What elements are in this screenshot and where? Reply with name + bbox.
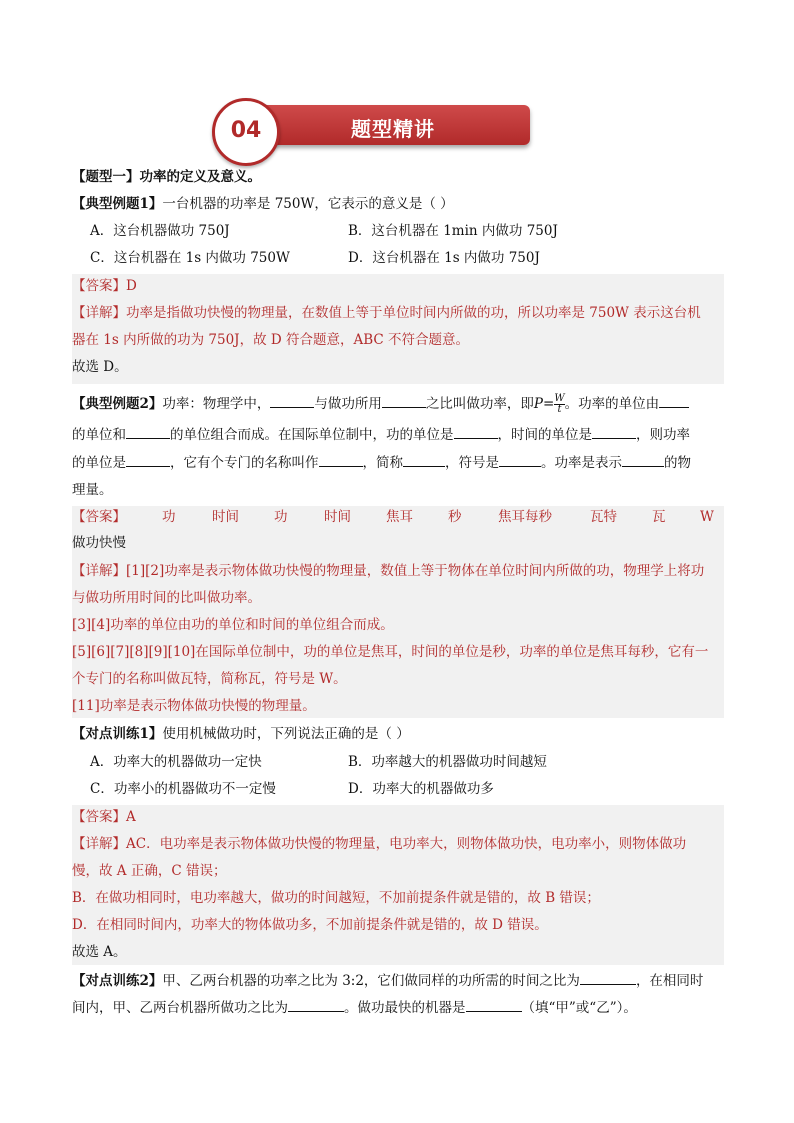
ex1-answer-box [72,274,724,384]
ex2-detail-line3: [3][4]功率的单位由功的单位和时间的单位组合而成。 [72,617,394,633]
tr2-blank-2[interactable] [288,997,344,1012]
blank-4[interactable] [126,424,170,439]
ex2-answer-2: 时间 [212,509,239,525]
ex2-question-line1: 【典型例题2】功率：物理学中， 与做功所用 之比叫做功率，即P= $\frac{W}{t}$ 。功率的单位由 [72,393,724,415]
blank-7[interactable] [126,452,170,467]
blank-2[interactable] [382,393,426,408]
section-number-badge [212,98,280,166]
section-title-bar [256,105,530,145]
ex1-option-d: D．这台机器在 1s 内做功 750J [348,250,540,266]
formula-fraction: $\frac{W}{t}$ [554,393,565,415]
ex2-detail-line5: 个专门的名称叫做瓦特，简称瓦，符号是 W。 [72,671,347,687]
blank-8[interactable] [319,452,363,467]
ex2-answer-4: 时间 [324,509,351,525]
blank-5[interactable] [454,424,498,439]
ex2-detail-line1: 【详解】[1][2]功率是表示物体做功快慢的物理量，数值上等于物体在单位时间内所做的功，物理学上将功 [72,563,705,579]
ex2-answer-7: 焦耳每秒 [498,509,552,525]
tr1-option-c: C．功率小的机器做功不一定慢 [90,781,276,797]
section-number: 04 [230,118,262,143]
blank-10[interactable] [499,452,541,467]
ex2-detail-line6: [11]功率是表示物体做功快慢的物理量。 [72,698,316,714]
ex2-question-line3: 的单位是 ，它有个专门的名称叫作 ，简称 ，符号是 。功率是表示 的物 [72,452,724,474]
ex1-detail-line1: 【详解】功率是指做功快慢的物理量，在数值上等于单位时间内所做的功，所以功率是 750W 表示这台机 [72,305,701,321]
tr1-detail-line4: D．在相同时间内，功率大的物体做功多，不加前提条件就是错的，故 D 错误。 [72,917,548,933]
ex2-answer-11: 做功快慢 [72,535,126,551]
blank-11[interactable] [622,452,664,467]
type1-heading: 【题型一】功率的定义及意义。 [72,169,261,185]
ex1-option-c: C．这台机器在 1s 内做功 750W [90,250,290,266]
tr2-blank-1[interactable] [580,970,636,985]
ex2-answer-row: 【答案】 功 时间 功 时间 焦耳 秒 焦耳每秒 瓦特 瓦 W [72,506,724,528]
ex1-detail-line3: 故选 D。 [72,359,128,375]
tr2-blank-3[interactable] [466,997,522,1012]
ex2-answer-8: 瓦特 [590,509,617,525]
tr1-option-d: D．功率大的机器做功多 [348,781,494,797]
ex2-answer-6: 秒 [448,509,462,525]
blank-3[interactable] [659,393,689,408]
ex2-answer-box [72,506,724,718]
ex2-answer-3: 功 [274,509,288,525]
ex2-answer-5: 焦耳 [386,509,413,525]
ex2-answer-1: 功 [162,509,176,525]
tr1-detail-line1: 【详解】AC．电功率是表示物体做功快慢的物理量，电功率大，则物体做功快，电功率小，则物体做功 [72,836,687,852]
blank-1[interactable] [270,393,314,408]
ex1-answer: 【答案】D [72,278,137,294]
ex1-option-a: A．这台机器做功 750J [90,223,230,239]
tr2-question-line1: 【对点训练2】甲、乙两台机器的功率之比为 3:2，它们做同样的功所需的时间之比为 ，在相同时 [72,970,724,992]
ex1-detail-line2: 器在 1s 内所做的功为 750J，故 D 符合题意，ABC 不符合题意。 [72,332,470,348]
ex2-detail-line2: 与做功所用时间的比叫做功率。 [72,590,261,606]
section-title: 题型精讲 [351,117,435,141]
tr1-detail-line2: 慢，故 A 正确，C 错误； [72,863,227,879]
tr1-answer: 【答案】A [72,809,136,825]
section-header [212,102,542,160]
tr1-detail-line3: B．在做功相同时，电功率越大，做功的时间越短，不加前提条件就是错的，故 B 错误； [72,890,600,906]
tr1-detail-line5: 故选 A。 [72,944,127,960]
tr1-option-b: B．功率越大的机器做功时间越短 [348,754,547,770]
tr2-question-line2: 间内，甲、乙两台机器所做功之比为 。做功最快的机器是 （填“甲”或“乙”）。 [72,997,724,1019]
ex1-question: 【典型例题1】一台机器的功率是 750W，它表示的意义是（ ） [72,196,454,212]
tr1-question: 【对点训练1】使用机械做功时，下列说法正确的是（ ） [72,726,410,742]
ex1-option-b: B．这台机器在 1min 内做功 750J [348,223,558,239]
tr1-option-a: A．功率大的机器做功一定快 [90,754,262,770]
ex2-question-line4: 理量。 [72,482,113,498]
blank-6[interactable] [592,424,636,439]
blank-9[interactable] [403,452,445,467]
ex2-answer-9: 瓦 [652,509,666,525]
ex2-question-line2: 的单位和 的单位组合而成。在国际单位制中，功的单位是 ，时间的单位是 ，则功率 [72,424,724,446]
ex2-detail-line4: [5][6][7][8][9][10]在国际单位制中，功的单位是焦耳，时间的单位是秒，功率的单位是焦耳每秒，它有一 [72,644,709,660]
tr1-answer-box [72,805,724,965]
ex2-answer-10: W [700,509,714,525]
